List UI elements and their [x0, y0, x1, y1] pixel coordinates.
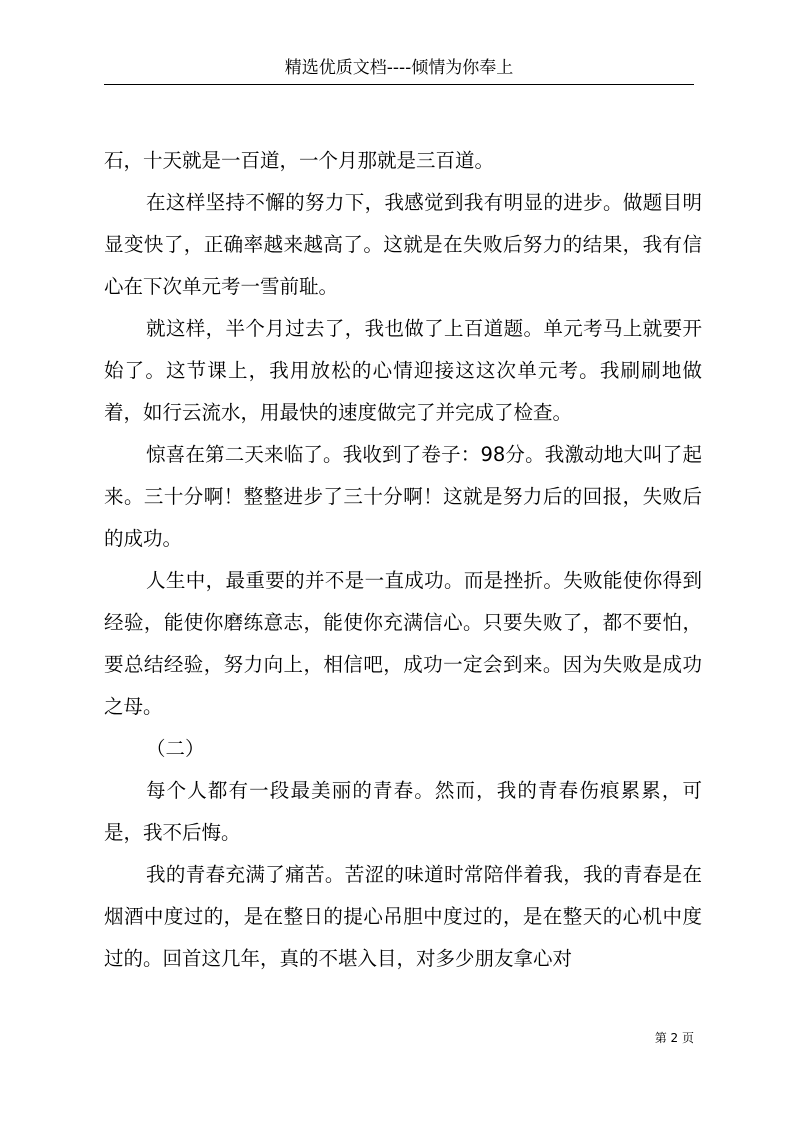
page-number: 第 2 页	[654, 1031, 694, 1045]
paragraph: 每个人都有一段最美丽的青春。然而，我的青春伤痕累累，可是，我不后悔。	[104, 779, 702, 844]
page-header: 精选优质文档----倾情为你奉上	[284, 58, 514, 78]
paragraph: 就这样，半个月过去了，我也做了上百道题。单元考马上就要开始了。这节课上，我用放松的心情迎接这这次单元考。我刷刷地做着，如行云流水，用最快的速度做完了并完成了检查。	[104, 317, 702, 424]
paragraph: 我的青春充满了痛苦。苦涩的味道时常陪伴着我，我的青春是在烟酒中度过的，是在整日的提心吊胆中度过的，是在整天的心机中度过的。回首这几年，真的不堪入目，对多少朋友拿心对	[104, 863, 702, 970]
document-body	[104, 140, 702, 980]
paragraph-continuation: 石，十天就是一百道，一个月那就是三百道。	[104, 149, 495, 172]
header-rule	[104, 84, 694, 85]
paragraph: 人生中，最重要的并不是一直成功。而是挫折。失败能使你得到经验，能使你磨练意志，能使你充满信心。只要失败了，都不要怕，要总结经验，努力向上，相信吧，成功一定会到来。因为失败是成功之母。	[104, 569, 702, 718]
paragraph: 惊喜在第二天来临了。我收到了卷子：98分。我激动地大叫了起来。三十分啊！整整进步了三十分啊！这就是努力后的回报，失败后的成功。	[104, 443, 702, 550]
section-heading: （二）	[146, 737, 205, 760]
paragraph: 在这样坚持不懈的努力下，我感觉到我有明显的进步。做题目明显变快了，正确率越来越高了。这就是在失败后努力的结果，我有信心在下次单元考一雪前耻。	[104, 191, 702, 298]
